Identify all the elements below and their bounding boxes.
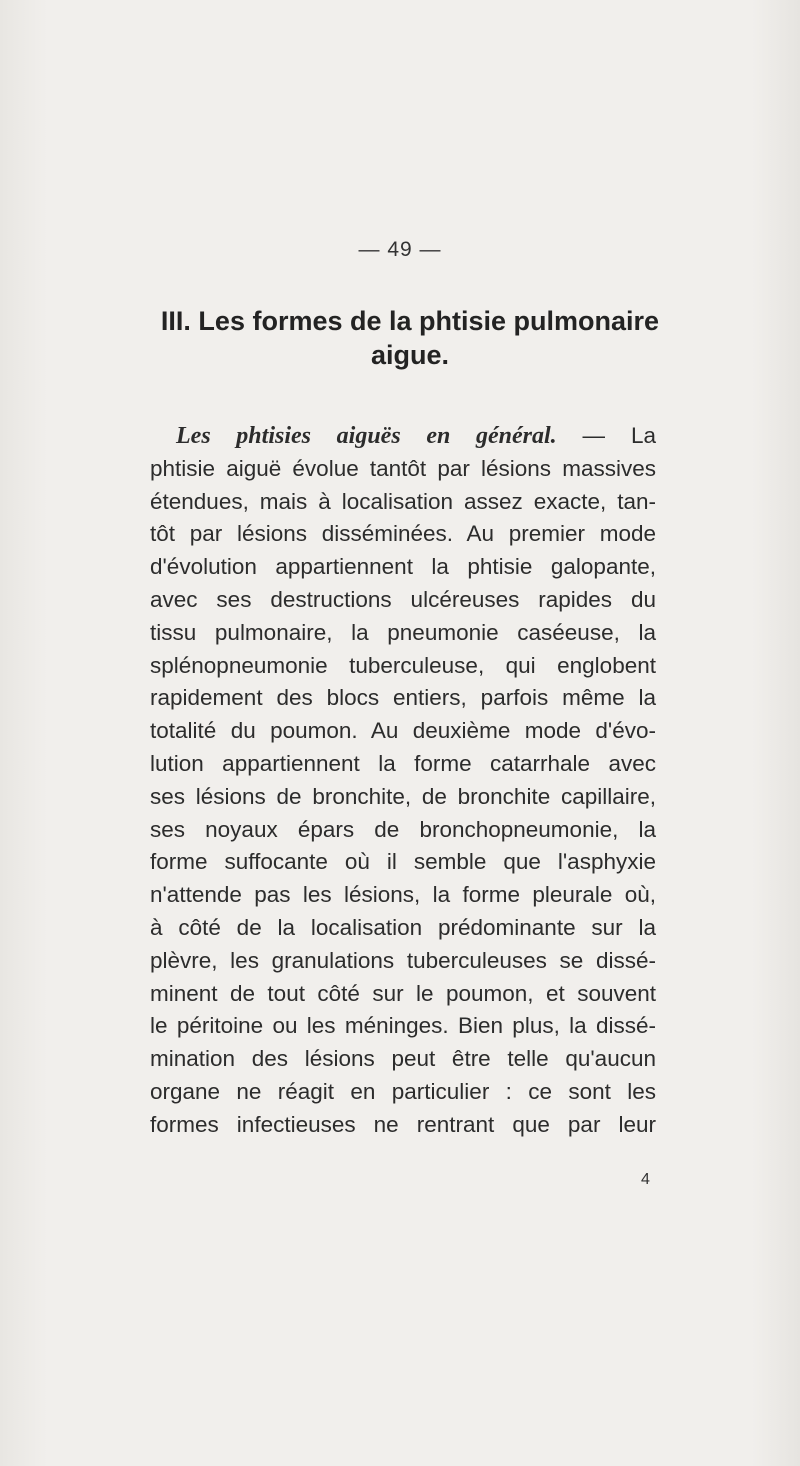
- text-line: plèvre, les granulations tuberculeuses se dissé-: [150, 947, 656, 973]
- text-line: le péritoine ou les méninges. Bien plus, la dissé-: [150, 1013, 656, 1039]
- text-line: tissu pulmonaire, la pneumonie caséeuse, la: [150, 619, 656, 645]
- body-paragraph: [150, 420, 656, 1142]
- paragraph-first-line: [150, 420, 656, 453]
- text-line: minent de tout côté sur le poumon, et souvent: [150, 980, 656, 1006]
- section-title: Les phtisies aiguës en général.: [176, 423, 557, 449]
- text-line: organe ne réagit en particulier : ce sont les: [150, 1078, 656, 1104]
- text-line: n'attende pas les lésions, la forme pleurale où,: [150, 882, 656, 908]
- text-line: lution appartiennent la forme catarrhale avec: [150, 750, 656, 776]
- text-line: rapidement des blocs entiers, parfois même la: [150, 685, 656, 711]
- text-line: splénopneumonie tuberculeuse, qui englobent: [150, 652, 656, 678]
- heading-line-2: aigue.: [370, 340, 450, 370]
- text-line: totalité du poumon. Au deuxième mode d'évo-: [150, 718, 656, 744]
- text-line: à côté de la localisation prédominante sur la: [150, 914, 656, 940]
- text-line: ses noyaux épars de bronchopneumonie, la: [150, 816, 656, 842]
- page-number: — 49 —: [358, 238, 442, 261]
- text-line: avec ses destructions ulcéreuses rapides du: [150, 586, 656, 612]
- text-line: mination des lésions peut être telle qu'aucun: [150, 1046, 656, 1072]
- text-line: phtisie aiguë évolue tantôt par lésions massives: [150, 455, 656, 481]
- first-line-rest: — La: [556, 423, 656, 448]
- signature-mark: 4: [641, 1171, 650, 1188]
- text-line: tôt par lésions disséminées. Au premier mode: [150, 521, 656, 547]
- text-line: forme suffocante où il semble que l'asphyxie: [150, 849, 656, 875]
- text-line: étendues, mais à localisation assez exacte, tan-: [150, 488, 656, 514]
- text-line: ses lésions de bronchite, de bronchite capillaire,: [150, 783, 656, 809]
- heading-line-1: III. Les formes de la phtisie pulmonaire: [160, 306, 660, 336]
- text-line: d'évolution appartiennent la phtisie galopante,: [150, 554, 656, 580]
- chapter-heading: [150, 304, 670, 372]
- text-line: formes infectieuses ne rentrant que par leur: [150, 1111, 656, 1137]
